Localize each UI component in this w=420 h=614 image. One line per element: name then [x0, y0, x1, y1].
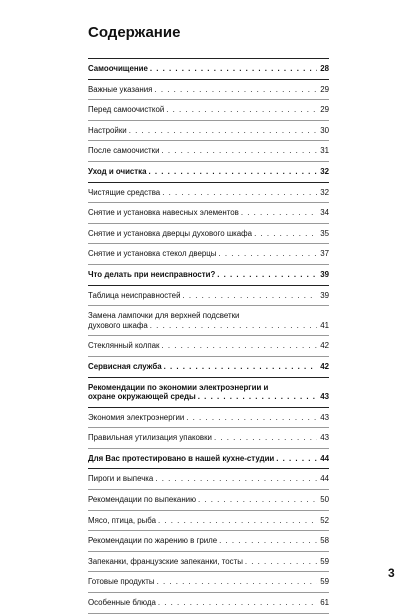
toc-entry-line — [88, 270, 319, 280]
toc-entry-text — [88, 126, 319, 136]
toc-entry-text — [88, 105, 319, 115]
toc-entry-text — [88, 383, 319, 402]
toc-entry-line — [88, 105, 319, 115]
toc-leader-dots — [157, 577, 317, 587]
toc-entry-label: После самоочистки — [88, 146, 160, 156]
toc-entry — [88, 286, 329, 307]
toc-entry-label: охране окружающей среды — [88, 392, 196, 402]
toc-leader-dots — [150, 321, 317, 331]
toc-entry-line — [88, 454, 319, 464]
toc-leader-dots — [162, 188, 317, 198]
toc-entry-label: Снятие и установка дверцы духового шкафа — [88, 228, 253, 238]
toc-page-number: 43 — [320, 433, 329, 443]
toc-entry-label: Экономия электроэнергии — [88, 412, 185, 422]
toc-entry-line — [88, 64, 319, 74]
toc-entry — [88, 428, 329, 449]
toc-entry-text — [88, 270, 319, 280]
toc-page-number: 59 — [320, 556, 329, 566]
toc-entry-text — [88, 341, 319, 351]
toc-entry-label: Правильная утилизация упаковки — [88, 433, 212, 443]
toc-leader-dots — [219, 536, 317, 546]
toc-entry-label: Рекомендации по экономии электроэнергии и — [88, 382, 269, 392]
toc-entry-text — [88, 64, 319, 74]
toc-section — [88, 449, 329, 470]
toc-entry — [88, 100, 329, 121]
toc-entry-text — [88, 291, 319, 301]
toc-leader-dots — [150, 64, 317, 74]
toc-entry-text — [88, 454, 319, 464]
toc-entry-text — [88, 188, 319, 198]
toc-entry-line — [88, 167, 319, 177]
toc-entry — [88, 121, 329, 142]
toc-leader-dots — [276, 454, 317, 464]
toc-leader-dots — [245, 557, 317, 567]
toc-entry-line — [88, 188, 319, 198]
toc-entry-text — [88, 249, 319, 259]
toc-entry — [88, 469, 329, 490]
toc-entry — [88, 141, 329, 162]
toc-entry-label: Уход и очистка — [88, 166, 147, 176]
toc-entry-label: Сервисная служба — [88, 361, 162, 371]
toc-page-number: 34 — [320, 208, 329, 218]
toc-entry-text — [88, 516, 319, 526]
toc-entry-text — [88, 85, 319, 95]
toc-page-number: 32 — [320, 166, 329, 176]
toc-entry-line — [88, 291, 319, 301]
toc-leader-dots — [218, 249, 317, 259]
toc-page-number: 37 — [320, 249, 329, 259]
toc-entry — [88, 183, 329, 204]
toc-page-number: 43 — [320, 392, 329, 402]
toc-entry-label: Запеканки, французские запеканки, тосты — [88, 556, 243, 566]
toc-section — [88, 59, 329, 80]
toc-section — [88, 265, 329, 286]
toc-leader-dots — [182, 291, 317, 301]
toc-entry-line — [88, 474, 319, 484]
toc-page-number: 29 — [320, 105, 329, 115]
toc-entry-text — [88, 362, 319, 372]
toc-page-number: 42 — [320, 361, 329, 371]
toc-entry-text — [88, 598, 319, 608]
toc-page-number: 41 — [320, 320, 329, 330]
toc-entry-line — [88, 383, 319, 393]
toc-leader-dots — [155, 474, 317, 484]
toc-page-number: 50 — [320, 495, 329, 505]
toc-entry — [88, 572, 329, 593]
toc-page-number: 39 — [320, 290, 329, 300]
toc-entry-line — [88, 85, 319, 95]
toc-entry-line — [88, 392, 319, 402]
toc-page-number: 42 — [320, 341, 329, 351]
toc-entry-text — [88, 229, 319, 239]
toc-entry-line — [88, 516, 319, 526]
toc-page-number: 52 — [320, 515, 329, 525]
toc-entry-label: Перед самоочисткой — [88, 105, 165, 115]
toc-entry-text — [88, 433, 319, 443]
toc-leader-dots — [164, 362, 317, 372]
toc-leader-dots — [162, 341, 318, 351]
toc-leader-dots — [186, 413, 317, 423]
toc-entry-label: Замена лампочки для верхней подсветки — [88, 311, 240, 321]
toc-entry-line — [88, 495, 319, 505]
toc-entry-text — [88, 208, 319, 218]
toc-entry — [88, 336, 329, 357]
toc-entry-text — [88, 577, 319, 587]
toc-leader-dots — [214, 433, 317, 443]
toc-entry-label: Важные указания — [88, 84, 153, 94]
toc-section — [88, 162, 329, 183]
toc-page-number: 39 — [320, 269, 329, 279]
toc-leader-dots — [166, 105, 317, 115]
toc-entry-text — [88, 167, 319, 177]
toc-page-number: 44 — [320, 474, 329, 484]
toc-entry-label: Особенные блюда — [88, 598, 156, 608]
toc-page-number: 43 — [320, 412, 329, 422]
toc-entry — [88, 593, 329, 614]
toc-entry-text — [88, 146, 319, 156]
toc-entry — [88, 408, 329, 429]
toc-entry-label: Настройки — [88, 125, 127, 135]
toc-entry-line — [88, 321, 319, 331]
page-number: 3 — [388, 566, 395, 580]
toc-leader-dots — [149, 167, 317, 177]
page-title: Содержание — [88, 24, 181, 41]
toc-entry — [88, 80, 329, 101]
toc-leader-dots — [254, 229, 317, 239]
toc-leader-dots — [217, 270, 317, 280]
toc-leader-dots — [158, 598, 317, 608]
toc-entry — [88, 490, 329, 511]
toc-entry-line — [88, 311, 319, 321]
toc-entry — [88, 511, 329, 532]
toc-leader-dots — [129, 126, 317, 136]
toc-entry-line — [88, 577, 319, 587]
toc-entry-label: Таблица неисправностей — [88, 290, 181, 300]
toc-page-number: 30 — [320, 125, 329, 135]
toc-page-number: 59 — [320, 577, 329, 587]
toc-leader-dots — [198, 495, 317, 505]
toc-entry — [88, 224, 329, 245]
toc-entry-label: Стеклянный колпак — [88, 341, 160, 351]
toc-entry — [88, 552, 329, 573]
toc-entry-text — [88, 495, 319, 505]
toc-entry-line — [88, 208, 319, 218]
toc-page-number: 35 — [320, 228, 329, 238]
toc-entry-label: Мясо, птица, рыба — [88, 515, 157, 525]
toc-entry-text — [88, 311, 319, 330]
toc-entry — [88, 531, 329, 552]
toc-entry-line — [88, 249, 319, 259]
toc-entry-line — [88, 146, 319, 156]
toc-entry-line — [88, 229, 319, 239]
toc-entry-line — [88, 557, 319, 567]
toc-leader-dots — [241, 208, 317, 218]
toc-entry-label: Готовые продукты — [88, 577, 155, 587]
toc-entry-line — [88, 341, 319, 351]
toc-entry-label: Самоочищение — [88, 64, 148, 73]
toc-leader-dots — [162, 146, 318, 156]
toc-section — [88, 357, 329, 378]
toc-entry-label: Что делать при неисправности? — [88, 269, 216, 279]
toc-entry-text — [88, 413, 319, 423]
toc-entry — [88, 244, 329, 265]
table-of-contents — [88, 58, 329, 614]
toc-page-number: 44 — [320, 453, 329, 463]
toc-entry-line — [88, 536, 319, 546]
toc-entry-label: Чистящие средства — [88, 187, 161, 197]
toc-page-number: 31 — [320, 146, 329, 156]
toc-leader-dots — [198, 392, 317, 402]
toc-page-number: 61 — [320, 598, 329, 608]
toc-page-number: 29 — [320, 84, 329, 94]
toc-entry — [88, 306, 329, 336]
toc-entry-line — [88, 598, 319, 608]
toc-entry-label: Снятие и установка стекол дверцы — [88, 249, 217, 259]
toc-entry-line — [88, 433, 319, 443]
toc-entry-line — [88, 126, 319, 136]
toc-entry-text — [88, 474, 319, 484]
toc-entry-label: Рекомендации по жарению в гриле — [88, 536, 218, 546]
toc-entry-line — [88, 362, 319, 372]
toc-leader-dots — [158, 516, 317, 526]
toc-page-number: 32 — [320, 187, 329, 197]
toc-entry-label: духового шкафа — [88, 320, 148, 330]
toc-section — [88, 378, 329, 408]
toc-entry-line — [88, 413, 319, 423]
toc-entry-label: Рекомендации по выпеканию — [88, 495, 196, 505]
toc-entry-label: Пироги и выпечка — [88, 474, 154, 484]
toc-entry-text — [88, 536, 319, 546]
toc-page-number: 58 — [320, 536, 329, 546]
toc-entry — [88, 203, 329, 224]
toc-entry-label: Снятие и установка навесных элементов — [88, 208, 239, 218]
toc-entry-text — [88, 557, 319, 567]
toc-page-number: 28 — [320, 64, 329, 73]
toc-leader-dots — [154, 85, 317, 95]
toc-entry-label: Для Вас протестировано в нашей кухне-студии — [88, 453, 275, 463]
